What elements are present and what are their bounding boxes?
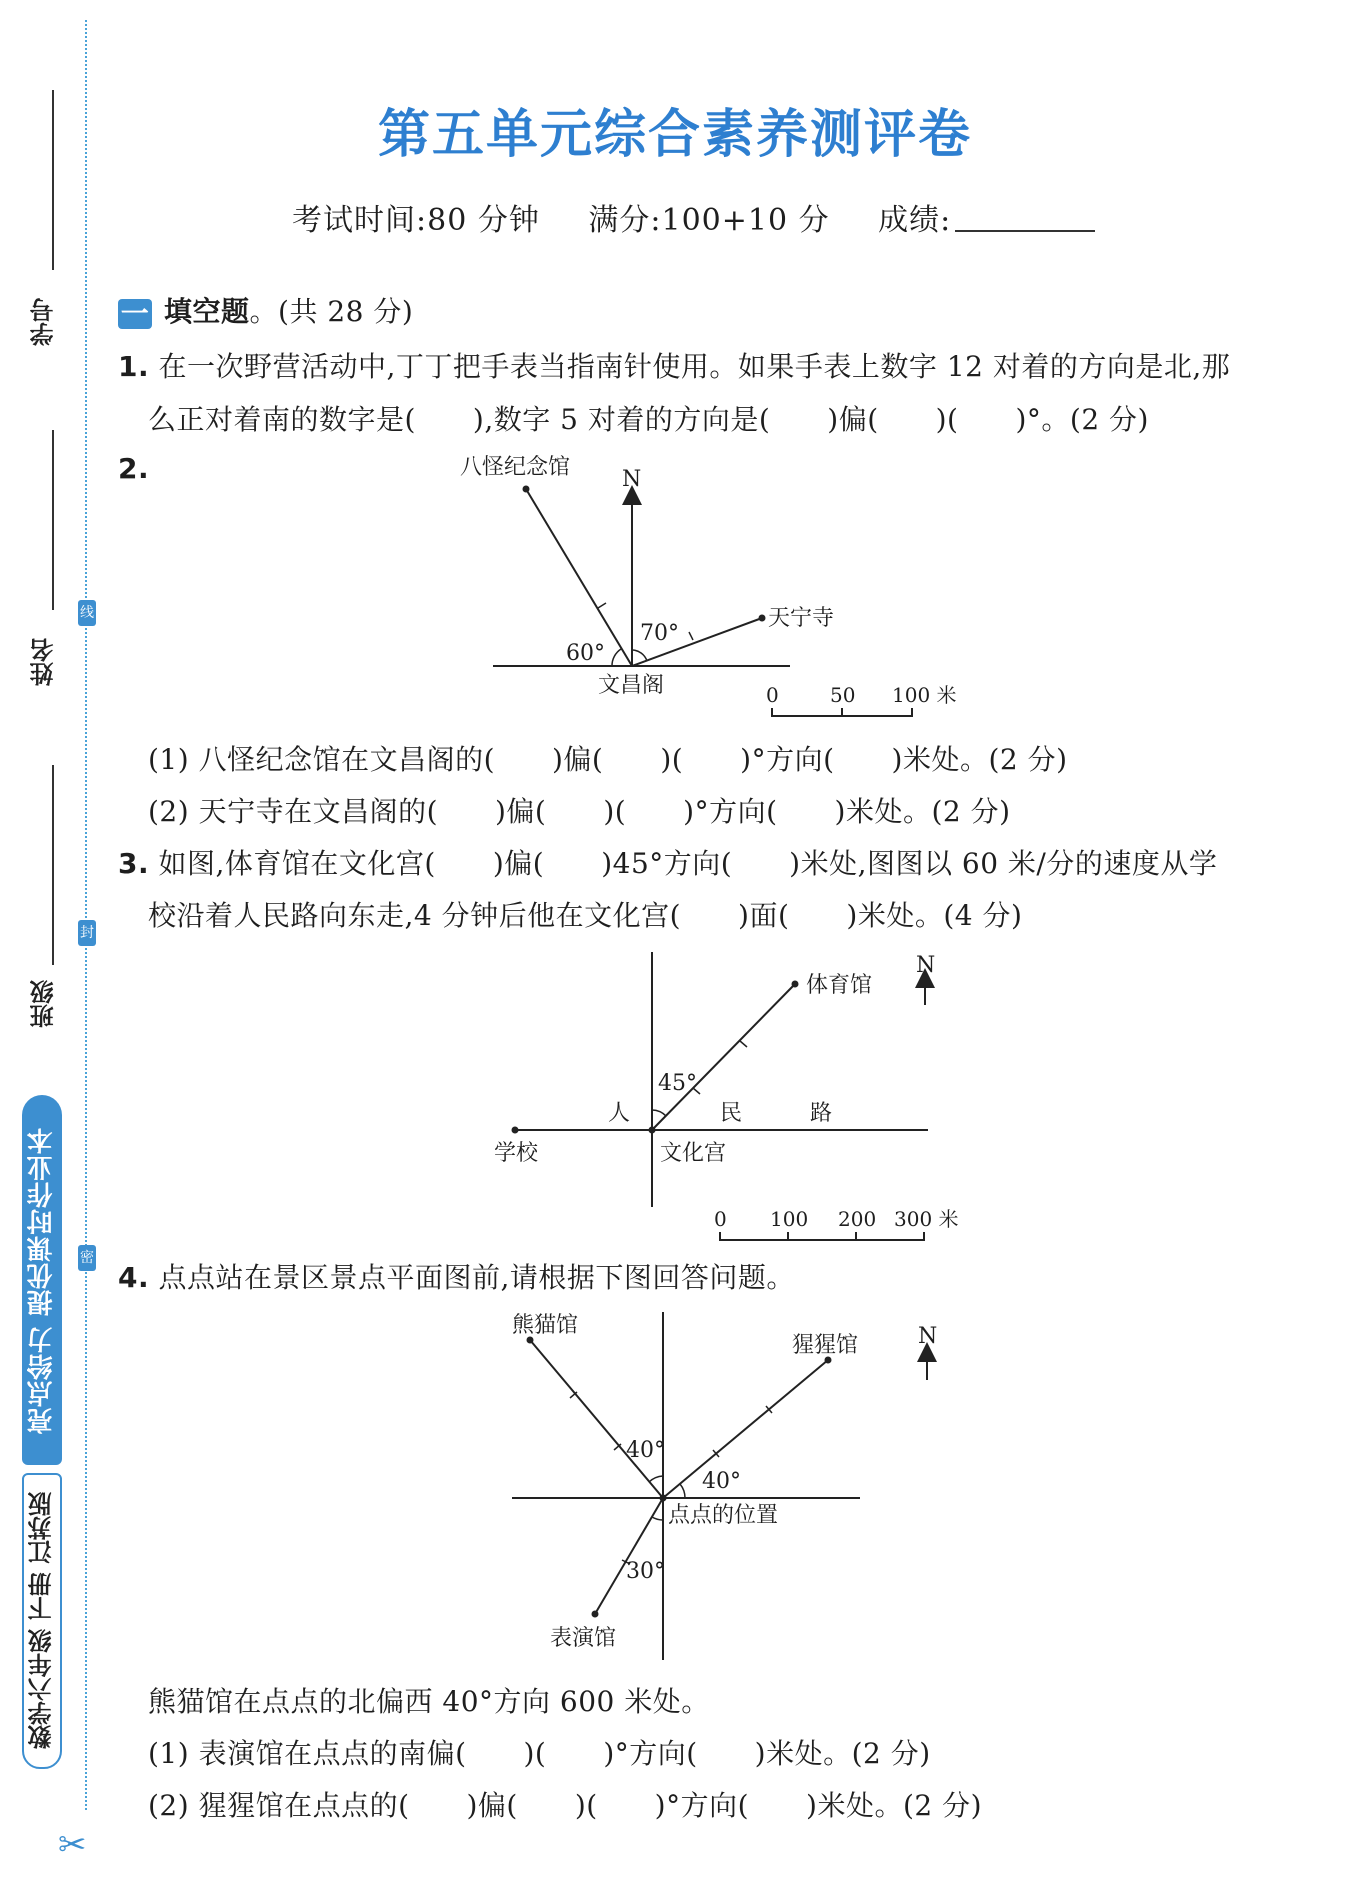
q3-north-label: N <box>916 953 936 978</box>
q4-xiongmao-label: 熊猫馆 <box>512 1313 579 1338</box>
q3-scale-300: 300 米 <box>894 1207 959 1231</box>
q4-line-xingxing <box>663 1360 828 1498</box>
q3-angle-45: 45° <box>658 1071 697 1096</box>
q4-position-label: 点点的位置 <box>668 1503 779 1528</box>
q4-line1 <box>118 1256 795 1296</box>
q4-angle-30: 30° <box>626 1559 665 1584</box>
q3-scale-bar <box>720 1232 924 1240</box>
q3-text1: 如图,体育馆在文化宫( )偏( )45°方向( )米处,图图以 60 米/分的速度从学 <box>158 847 1218 880</box>
q4-sub2: (2) 猩猩馆在点点的( )偏( )( )°方向( )米处。(2 分) <box>148 1789 983 1822</box>
q1-number: 1. <box>118 350 150 383</box>
seal-mi: 密 <box>78 1245 96 1271</box>
student-id-label: 学号 <box>30 298 58 346</box>
q3-number: 3. <box>118 847 150 880</box>
q4-biaoyan-label: 表演馆 <box>550 1626 617 1651</box>
q2-north-label: N <box>622 467 642 492</box>
q3-road-ren: 人 <box>608 1101 631 1126</box>
q4-xingxing-label: 猩猩馆 <box>792 1333 859 1358</box>
seal-xian: 线 <box>78 600 96 626</box>
q2-bagua-label: 八怪纪念馆 <box>460 455 571 480</box>
q4-diagram <box>512 1312 937 1660</box>
section-title: 填空题 <box>164 295 250 328</box>
page-title: 第五单元综合素养测评卷 <box>377 104 972 165</box>
section-note: 。(共 28 分) <box>249 295 414 328</box>
exam-time: 考试时间:80 分钟 <box>292 203 540 238</box>
q3-wenhuagong-label: 文化宫 <box>660 1141 727 1166</box>
name-label: 姓名 <box>30 638 58 686</box>
q3-diagram <box>494 952 959 1240</box>
q2-scale-50: 50 <box>830 683 856 707</box>
q2-line-bagua <box>526 489 632 666</box>
q4-angle-40-nw: 40° <box>626 1438 665 1463</box>
q2-sub1: (1) 八怪纪念馆在文昌阁的( )偏( )( )°方向( )米处。(2 分) <box>148 743 1068 776</box>
score-label: 成绩: <box>878 203 952 238</box>
q4-sub1: (1) 表演馆在点点的南偏( )( )°方向( )米处。(2 分) <box>148 1737 931 1770</box>
q2-angle-70: 70° <box>640 621 679 646</box>
q3-scale-100: 100 <box>770 1207 809 1231</box>
q4-line-biaoyan <box>595 1498 663 1614</box>
q2-scale-100: 100 米 <box>892 683 957 707</box>
q3-text2: 校沿着人民路向东走,4 分钟后他在文化宫( )面( )米处。(4 分) <box>148 899 1023 932</box>
q3-tiyuguan-label: 体育馆 <box>806 973 873 998</box>
q3-xuexiao-label: 学校 <box>494 1141 539 1166</box>
q2-tianning-label: 天宁寺 <box>768 606 835 631</box>
q2-number: 2. <box>118 452 150 485</box>
q3-road-lu: 路 <box>810 1101 833 1126</box>
exam-full-score: 满分:100+10 分 <box>588 203 830 238</box>
q3-line1 <box>118 842 1217 882</box>
q4-angle-40-ne: 40° <box>702 1469 741 1494</box>
q3-scale-200: 200 <box>838 1207 877 1231</box>
q1-text2: 么正对着南的数字是( ),数字 5 对着的方向是( )偏( )( )°。(2 分) <box>148 403 1149 436</box>
q2-sub2: (2) 天宁寺在文昌阁的( )偏( )( )°方向( )米处。(2 分) <box>148 795 1011 828</box>
q1-text1: 在一次野营活动中,丁丁把手表当指南针使用。如果手表上数字 12 对着的方向是北,那 <box>158 350 1231 383</box>
q2-scale-0: 0 <box>766 683 779 707</box>
scissors-icon: ✂ <box>58 1825 87 1865</box>
brand-grade: 数学六年级 下册 江苏版 <box>28 1492 56 1750</box>
q3-scale-0: 0 <box>714 1207 727 1231</box>
q3-road-min: 民 <box>720 1101 743 1126</box>
class-label: 班级 <box>30 980 58 1028</box>
q4-text1: 点点站在景区景点平面图前,请根据下图回答问题。 <box>158 1261 795 1294</box>
q4-line-xiongmao <box>530 1340 663 1498</box>
q4-number: 4. <box>118 1261 150 1294</box>
q2-angle-60: 60° <box>566 641 605 666</box>
brand-series: 亮点给力 提优课时作业本 <box>27 1126 57 1434</box>
q4-given: 熊猫馆在点点的北偏西 40°方向 600 米处。 <box>148 1685 710 1718</box>
q2-diagram <box>460 455 957 716</box>
seal-feng: 封 <box>78 920 96 946</box>
q2-wenchang-label: 文昌阁 <box>598 673 665 698</box>
q4-north-label: N <box>918 1324 938 1349</box>
section-badge: 一 <box>118 299 152 329</box>
